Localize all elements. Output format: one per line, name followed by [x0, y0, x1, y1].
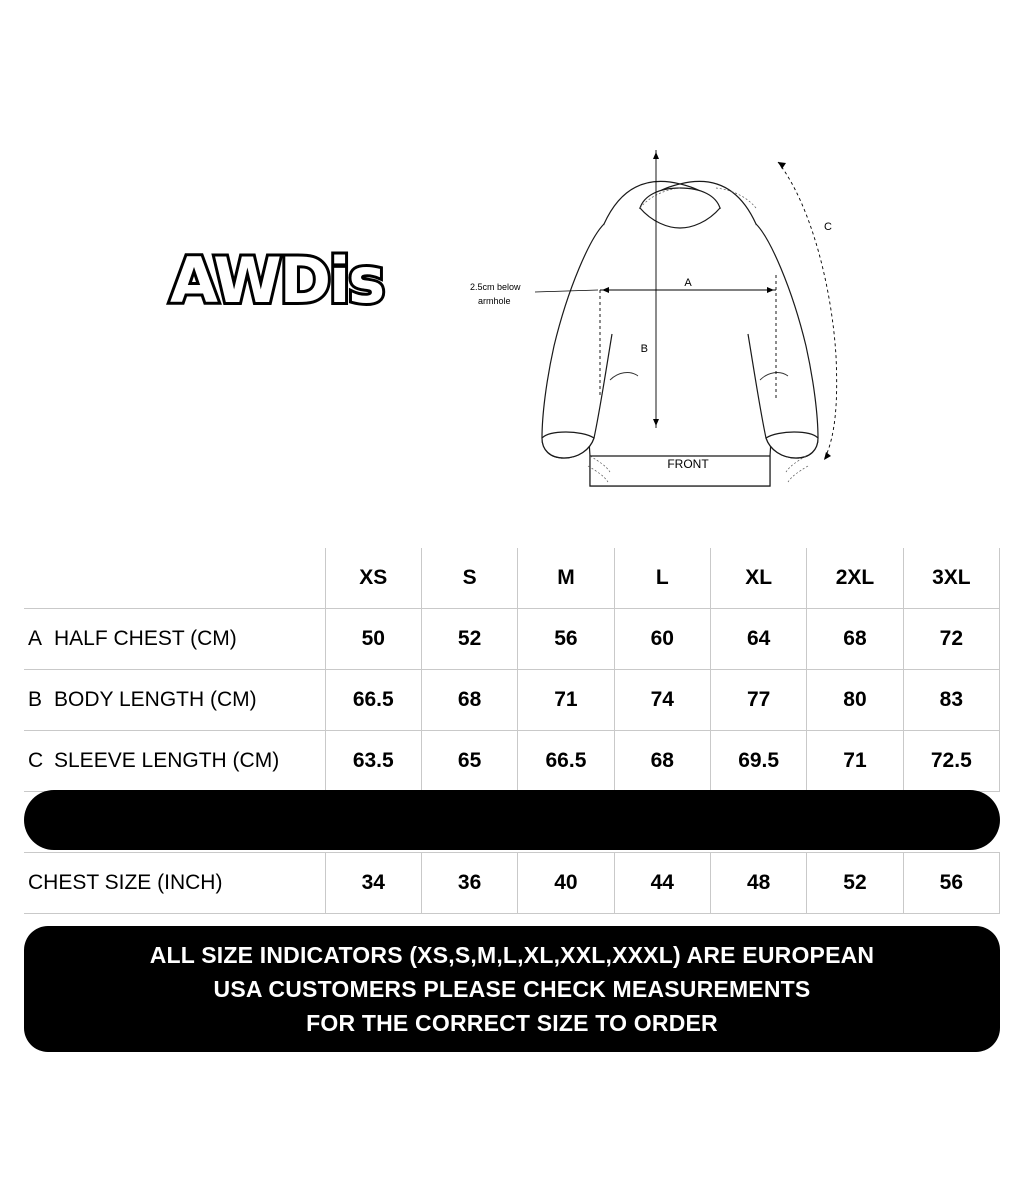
cell-chest-xl: 48 — [710, 853, 806, 914]
cell-c-m: 66.5 — [518, 731, 614, 792]
table-header-row — [24, 548, 1000, 609]
cell-c-s: 65 — [421, 731, 517, 792]
row-label-half-chest — [24, 609, 325, 670]
cell-chest-2xl: 52 — [807, 853, 903, 914]
row-label-text-c: SLEEVE LENGTH (CM) — [54, 749, 280, 772]
cell-a-s: 52 — [421, 609, 517, 670]
row-label-text-b: BODY LENGTH (CM) — [54, 688, 257, 711]
cell-c-2xl: 71 — [807, 731, 903, 792]
black-separator-bar — [24, 790, 1000, 850]
sweatshirt-technical-drawing — [460, 110, 1020, 500]
sizing-notice — [24, 926, 1000, 1052]
cell-b-l: 74 — [614, 670, 710, 731]
cell-chest-m: 40 — [518, 853, 614, 914]
header-size-3xl: 3XL — [903, 548, 999, 609]
view-label-front: FRONT — [667, 457, 709, 471]
cell-a-xl: 64 — [710, 609, 806, 670]
header-size-l: L — [614, 548, 710, 609]
dimension-label-c: C — [824, 221, 832, 233]
garment-diagram — [460, 110, 1020, 500]
chest-size-table — [24, 852, 1000, 914]
cell-chest-s: 36 — [421, 853, 517, 914]
cell-a-2xl: 68 — [807, 609, 903, 670]
row-label-chest-size: CHEST SIZE (INCH) — [24, 853, 325, 914]
header-size-2xl: 2XL — [807, 548, 903, 609]
cell-a-xs: 50 — [325, 609, 421, 670]
dimension-label-b: B — [640, 343, 648, 355]
cell-a-3xl: 72 — [903, 609, 999, 670]
cell-chest-3xl: 56 — [903, 853, 999, 914]
table-row — [24, 670, 1000, 731]
cell-c-xs: 63.5 — [325, 731, 421, 792]
size-chart-table — [24, 548, 1000, 792]
notice-line-2: USA CUSTOMERS PLEASE CHECK MEASUREMENTS — [213, 976, 811, 1002]
brand-logo — [170, 244, 440, 340]
row-label-text-a: HALF CHEST (CM) — [54, 627, 237, 650]
table-row — [24, 731, 1000, 792]
cell-chest-l: 44 — [614, 853, 710, 914]
notice-line-1: ALL SIZE INDICATORS (XS,S,M,L,XL,XXL,XXXL) ARE EUROPEAN — [149, 942, 875, 968]
row-label-body-length — [24, 670, 325, 731]
cell-a-m: 56 — [518, 609, 614, 670]
cell-c-l: 68 — [614, 731, 710, 792]
row-code-a: A — [28, 627, 43, 650]
row-code-b: B — [28, 688, 43, 711]
dimension-label-a: A — [684, 277, 692, 289]
table-row — [24, 853, 1000, 914]
header-size-s: S — [421, 548, 517, 609]
row-code-c: C — [28, 749, 44, 772]
header-size-xl: XL — [710, 548, 806, 609]
header-blank — [24, 548, 325, 609]
cell-b-2xl: 80 — [807, 670, 903, 731]
armhole-note-line2: armhole — [478, 296, 511, 306]
row-label-sleeve-length — [24, 731, 325, 792]
cell-b-xs: 66.5 — [325, 670, 421, 731]
cell-c-xl: 69.5 — [710, 731, 806, 792]
cell-b-xl: 77 — [710, 670, 806, 731]
table-row — [24, 609, 1000, 670]
cell-b-3xl: 83 — [903, 670, 999, 731]
notice-line-3: FOR THE CORRECT SIZE TO ORDER — [306, 1010, 718, 1036]
header-size-m: M — [518, 548, 614, 609]
armhole-note-line1: 2.5cm below — [470, 282, 521, 292]
header-size-xs: XS — [325, 548, 421, 609]
cell-c-3xl: 72.5 — [903, 731, 999, 792]
cell-chest-xs: 34 — [325, 853, 421, 914]
brand-logo-text: AWDis — [170, 244, 384, 317]
cell-b-s: 68 — [421, 670, 517, 731]
cell-a-l: 60 — [614, 609, 710, 670]
cell-b-m: 71 — [518, 670, 614, 731]
